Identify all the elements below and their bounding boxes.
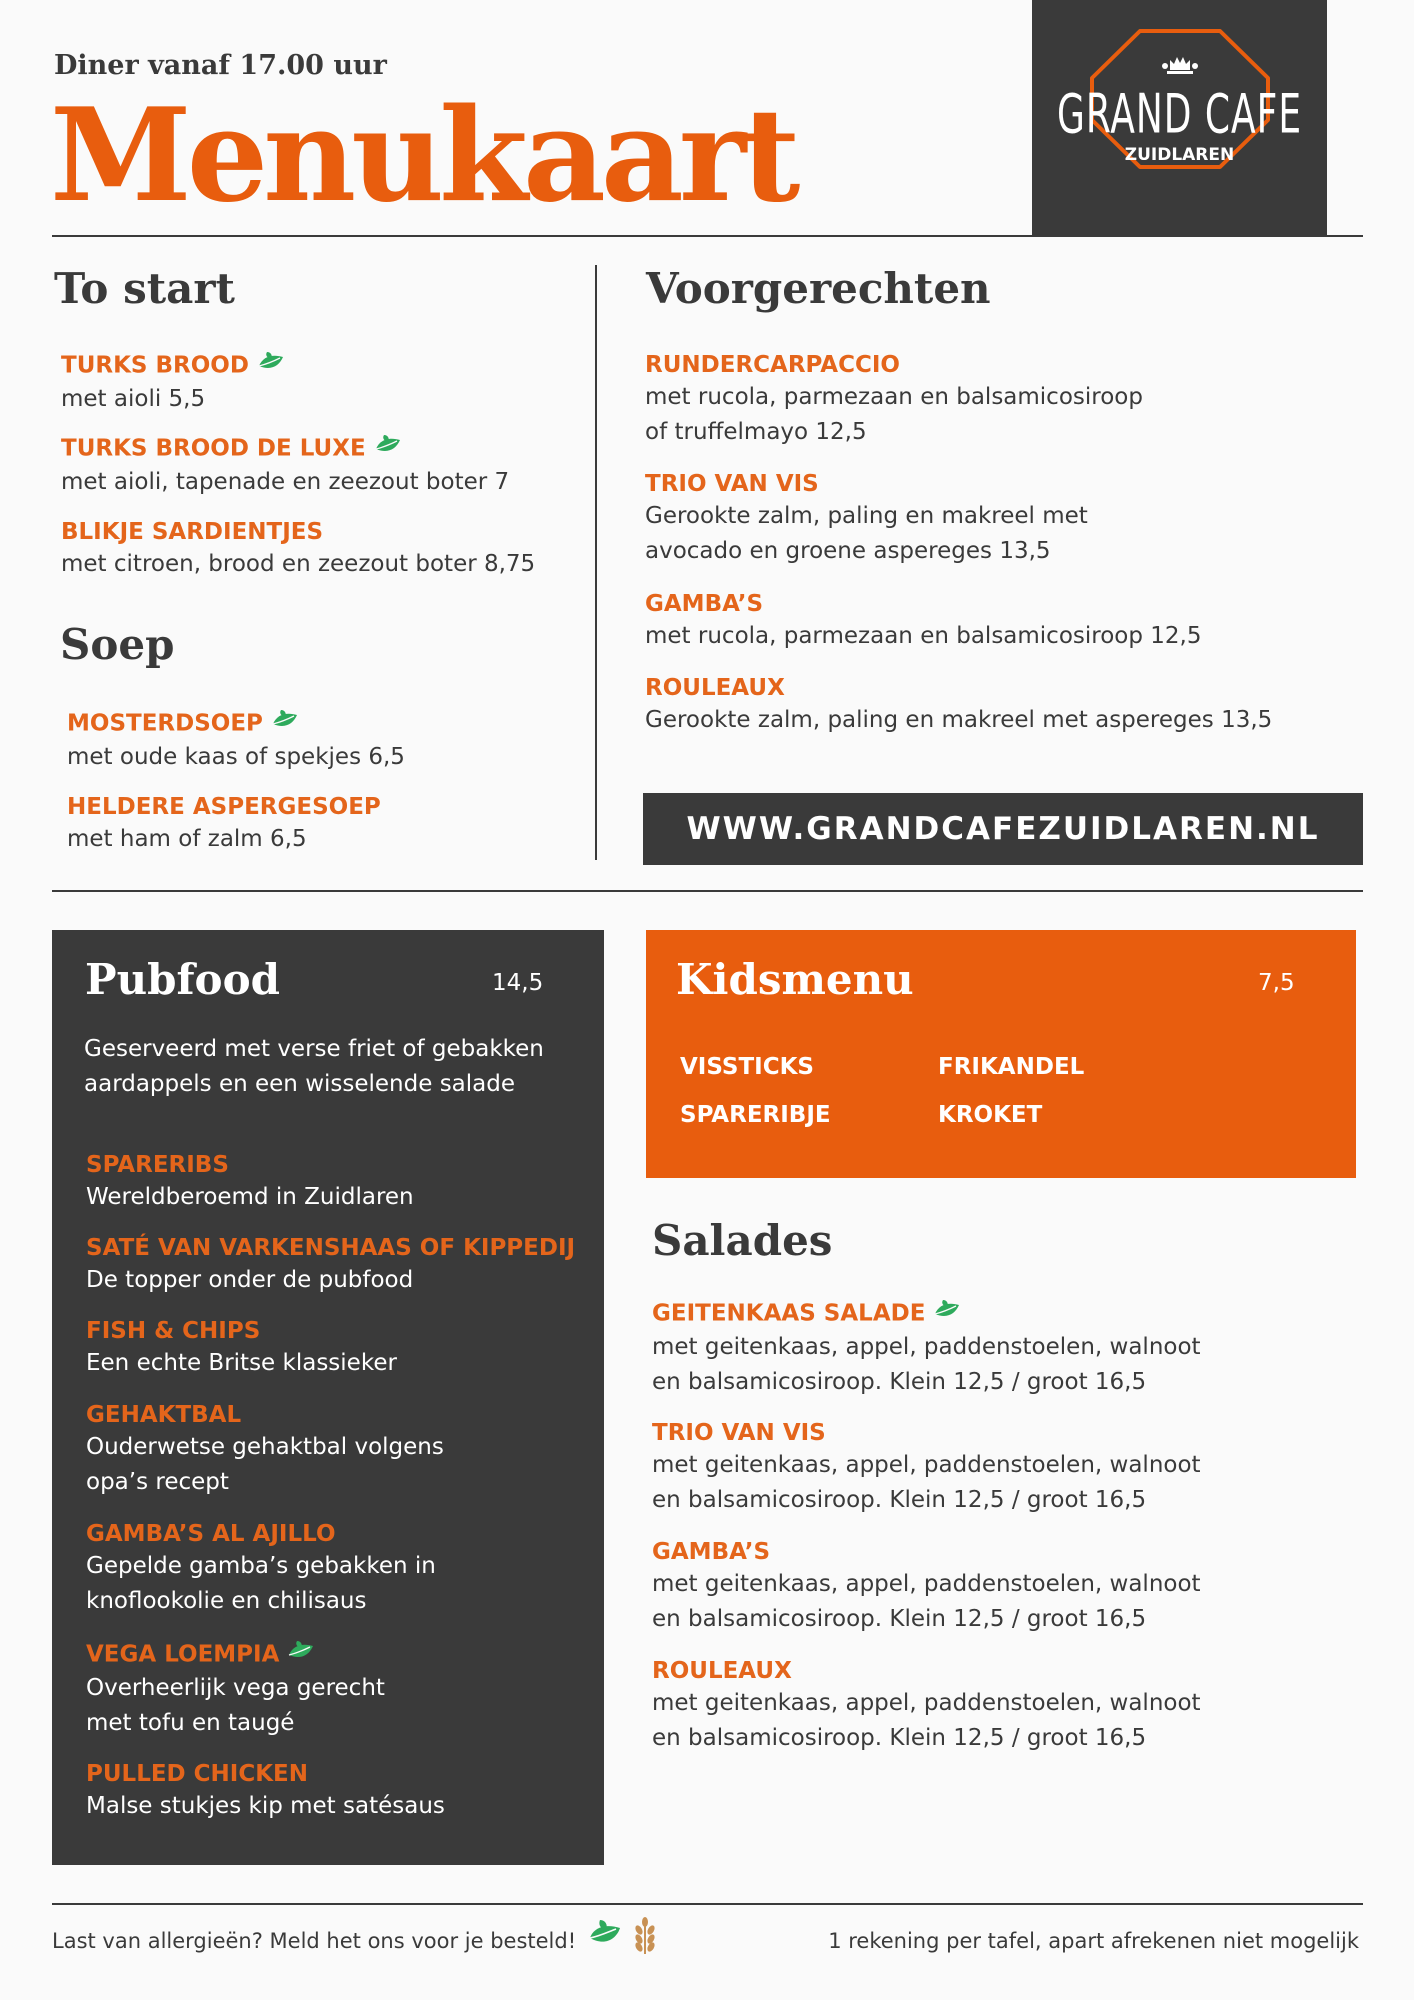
item-name xyxy=(652,1537,1201,1567)
item-name xyxy=(67,708,405,740)
item-name xyxy=(86,1233,575,1263)
item-name-text: ROULEAUX xyxy=(652,1658,792,1684)
pubfood-panel xyxy=(52,930,604,1865)
item-name-text: HELDERE ASPERGESOEP xyxy=(67,794,381,820)
voorgerecht-item xyxy=(645,589,1202,654)
item-description: met aioli 5,5 xyxy=(61,386,206,412)
item-description: met geitenkaas, appel, paddenstoelen, walnoot xyxy=(652,1452,1201,1478)
item-description: met citroen, brood en zeezout boter 8,75 xyxy=(61,551,536,577)
item-name-text: SATÉ VAN VARKENSHAAS OF KIPPEDIJ xyxy=(86,1235,576,1261)
item-name-text: GAMBA’S xyxy=(652,1539,771,1565)
item-description: Gepelde gamba’s gebakken in xyxy=(86,1553,436,1579)
pubfood-item xyxy=(86,1759,445,1824)
item-name xyxy=(645,350,1143,380)
item-description: met oude kaas of spekjes 6,5 xyxy=(67,744,405,770)
kids-item: VISSTICKS xyxy=(680,1054,814,1080)
pubfood-intro xyxy=(84,1032,544,1102)
pubfood-item xyxy=(86,1400,444,1500)
item-name-text: GEHAKTBAL xyxy=(86,1402,242,1428)
item-description: of truffelmayo 12,5 xyxy=(645,419,867,445)
item-description: met geitenkaas, appel, paddenstoelen, walnoot xyxy=(652,1690,1201,1716)
item-name xyxy=(86,1316,397,1346)
item-name-text: TURKS BROOD xyxy=(61,352,249,379)
item-description: met rucola, parmezaan en balsamicosiroop xyxy=(645,384,1143,410)
item-name-text: MOSTERDSOEP xyxy=(67,710,263,737)
website-link[interactable]: WWW.GRANDCAFEZUIDLAREN.NL xyxy=(643,793,1363,865)
item-description: met aioli, tapenade en zeezout boter 7 xyxy=(61,469,510,495)
leaf-icon xyxy=(271,708,299,740)
item-name xyxy=(86,1150,414,1180)
item-name-text: RUNDERCARPACCIO xyxy=(645,352,900,378)
salade-item xyxy=(652,1418,1201,1518)
item-name xyxy=(652,1656,1201,1686)
leaf-icon xyxy=(374,433,402,465)
item-name xyxy=(61,350,285,382)
item-description: knoflookolie en chilisaus xyxy=(86,1588,367,1614)
pubfood-intro-line: Geserveerd met verse friet of gebakken xyxy=(84,1036,544,1062)
pubfood-item xyxy=(86,1233,575,1298)
footer-divider xyxy=(52,1903,1363,1905)
voorgerecht-item xyxy=(645,673,1272,738)
pubfood-item xyxy=(86,1519,436,1619)
to-start-item xyxy=(61,350,285,417)
item-name-text: FISH & CHIPS xyxy=(86,1318,261,1344)
item-description: De topper onder de pubfood xyxy=(86,1267,414,1293)
pubfood-heading: Pubfood xyxy=(85,955,280,1004)
item-description: Overheerlijk vega gerecht xyxy=(86,1675,385,1701)
kidsmenu-price: 7,5 xyxy=(1258,970,1295,996)
item-name xyxy=(61,517,535,547)
item-name xyxy=(645,673,1272,703)
allergy-note: Last van allergieën? Meld het ons voor je besteld! xyxy=(52,1929,577,1953)
menu-subtitle: Diner vanaf 17.00 uur xyxy=(54,50,387,81)
logo-block xyxy=(1032,0,1327,235)
voorgerecht-item xyxy=(645,469,1088,569)
item-name xyxy=(652,1418,1201,1448)
to-start-heading: To start xyxy=(54,264,235,313)
item-name-text: PULLED CHICKEN xyxy=(86,1761,309,1787)
item-name-text: VEGA LOEMPIA xyxy=(86,1641,280,1668)
header-divider xyxy=(52,235,1363,237)
item-name-text: GAMBA’S AL AJILLO xyxy=(86,1521,336,1547)
pubfood-intro-line: aardappels en een wisselende salade xyxy=(84,1071,516,1097)
item-name-text: SPARERIBS xyxy=(86,1152,229,1178)
item-description: Gerookte zalm, paling en makreel met xyxy=(645,503,1088,529)
item-name xyxy=(86,1519,436,1549)
leaf-icon xyxy=(257,350,285,382)
item-name xyxy=(652,1298,1201,1330)
item-name xyxy=(61,433,509,465)
item-description: met geitenkaas, appel, paddenstoelen, walnoot xyxy=(652,1571,1201,1597)
item-name xyxy=(645,469,1088,499)
footer-leaf-icon xyxy=(586,1916,626,1958)
item-name xyxy=(86,1400,444,1430)
payment-note: 1 rekening per tafel, apart afrekenen niet mogelijk xyxy=(828,1929,1359,1953)
item-description: en balsamicosiroop. Klein 12,5 / groot 16,5 xyxy=(652,1725,1147,1751)
kidsmenu-panel xyxy=(646,930,1356,1178)
salade-item xyxy=(652,1537,1201,1637)
pubfood-item xyxy=(86,1316,397,1381)
item-name-text: GEITENKAAS SALADE xyxy=(652,1300,926,1327)
item-name xyxy=(645,589,1202,619)
item-description: Malse stukjes kip met satésaus xyxy=(86,1793,445,1819)
item-name xyxy=(67,792,381,822)
kids-item: FRIKANDEL xyxy=(938,1054,1085,1080)
item-name xyxy=(86,1759,445,1789)
item-description: met ham of zalm 6,5 xyxy=(67,826,307,852)
item-name-text: BLIKJE SARDIENTJES xyxy=(61,519,324,545)
kids-item: KROKET xyxy=(938,1102,1043,1128)
leaf-icon xyxy=(933,1298,961,1330)
item-description: avocado en groene aspereges 13,5 xyxy=(645,538,1051,564)
kids-item: SPARERIBJE xyxy=(680,1102,831,1128)
item-description: Ouderwetse gehaktbal volgens xyxy=(86,1434,444,1460)
soep-heading: Soep xyxy=(60,620,175,669)
item-name-text: TURKS BROOD DE LUXE xyxy=(61,435,366,462)
to-start-item xyxy=(61,517,535,582)
leaf-icon xyxy=(287,1639,315,1671)
pubfood-price: 14,5 xyxy=(492,970,544,996)
pubfood-item xyxy=(86,1639,385,1741)
salade-item xyxy=(652,1656,1201,1756)
soep-item xyxy=(67,792,381,857)
salades-heading: Salades xyxy=(652,1216,833,1265)
item-description: Een echte Britse klassieker xyxy=(86,1350,397,1376)
section-divider xyxy=(52,890,1363,892)
item-name-text: TRIO VAN VIS xyxy=(645,471,819,497)
soep-item xyxy=(67,708,405,775)
logo-text: GRAND CAFE xyxy=(1056,84,1303,147)
to-start-item xyxy=(61,433,509,500)
item-description: en balsamicosiroop. Klein 12,5 / groot 16,5 xyxy=(652,1487,1147,1513)
voorgerecht-item xyxy=(645,350,1143,450)
column-divider xyxy=(595,265,597,860)
menu-title: Menukaart xyxy=(50,81,796,231)
pubfood-item xyxy=(86,1150,414,1215)
item-description: met geitenkaas, appel, paddenstoelen, walnoot xyxy=(652,1334,1201,1360)
item-name xyxy=(86,1639,385,1671)
item-description: Wereldberoemd in Zuidlaren xyxy=(86,1184,414,1210)
kidsmenu-heading: Kidsmenu xyxy=(676,955,914,1004)
salade-item xyxy=(652,1298,1201,1400)
item-description: met rucola, parmezaan en balsamicosiroop 12,5 xyxy=(645,623,1202,649)
item-description: Gerookte zalm, paling en makreel met aspereges 13,5 xyxy=(645,707,1273,733)
voorgerechten-heading: Voorgerechten xyxy=(646,264,991,313)
item-description: en balsamicosiroop. Klein 12,5 / groot 16,5 xyxy=(652,1369,1147,1395)
item-description: opa’s recept xyxy=(86,1469,229,1495)
item-description: en balsamicosiroop. Klein 12,5 / groot 16,5 xyxy=(652,1606,1147,1632)
grain-icon xyxy=(630,1916,660,1960)
logo-subtext: ZUIDLAREN xyxy=(1124,145,1235,165)
item-name-text: ROULEAUX xyxy=(645,675,785,701)
item-name-text: TRIO VAN VIS xyxy=(652,1420,826,1446)
item-name-text: GAMBA’S xyxy=(645,591,764,617)
item-description: met tofu en taugé xyxy=(86,1710,295,1736)
